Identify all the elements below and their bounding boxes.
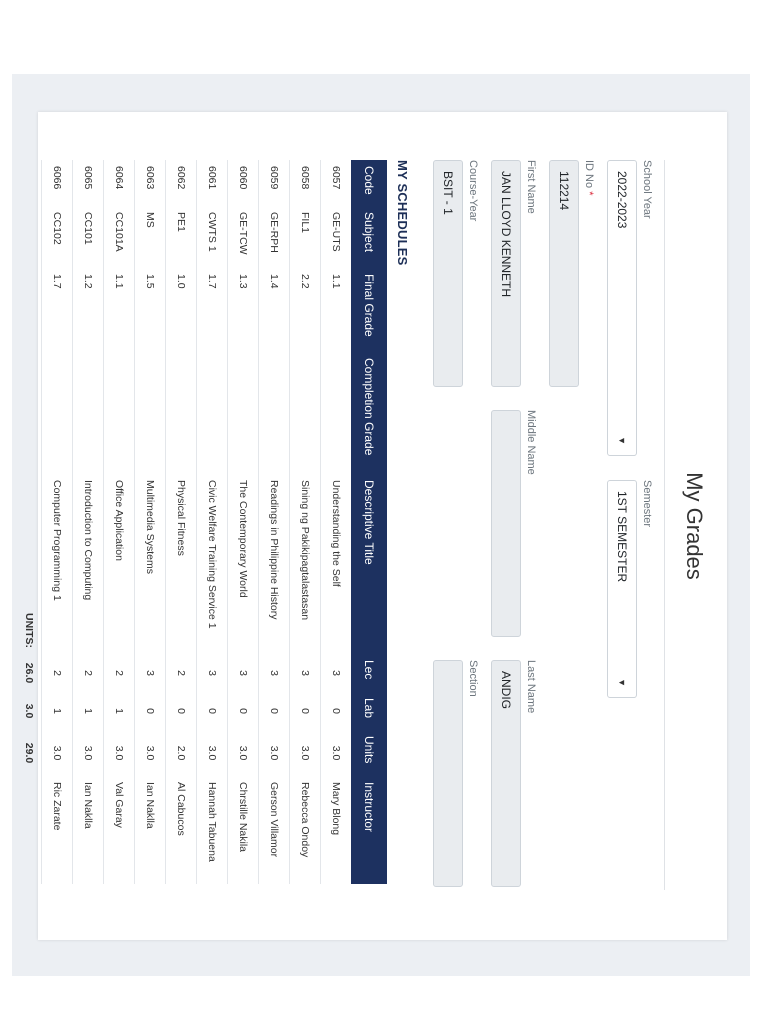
cell-lab: 0 <box>228 692 259 730</box>
cell-completion-grade <box>228 352 259 474</box>
school-year-field <box>607 160 654 456</box>
table-row <box>197 160 228 884</box>
cell-lab: 1 <box>42 692 73 730</box>
title-divider <box>664 160 665 890</box>
section-input[interactable] <box>433 660 463 887</box>
grades-content <box>23 112 727 940</box>
course-year-input[interactable]: BSIT - 1 <box>433 160 463 387</box>
cell-instructor: Val Garay <box>104 776 135 884</box>
cell-completion-grade <box>166 352 197 474</box>
cell-descriptive-title: Introduction to Computing <box>73 474 104 654</box>
cell-units: 3.0 <box>197 730 228 776</box>
table-row <box>166 160 197 884</box>
cell-final-grade: 2.2 <box>290 268 321 352</box>
semester-label: Semester <box>641 480 653 528</box>
col-header-units: Units <box>351 730 387 776</box>
cell-final-grade: 1.2 <box>73 268 104 352</box>
cell-final-grade: 1.1 <box>321 268 352 352</box>
first-name-input[interactable]: JAN LLOYD KENNETH <box>491 160 521 387</box>
cell-code: 6065 <box>73 160 104 206</box>
col-header-completion-grade: Completion Grade <box>351 352 387 474</box>
semester-field <box>607 480 654 698</box>
caret-down-icon: ▼ <box>617 436 627 445</box>
table-row <box>42 160 73 884</box>
cell-completion-grade <box>321 352 352 474</box>
units-total-empty <box>17 776 42 884</box>
cell-lab: 0 <box>321 692 352 730</box>
cell-lec: 3 <box>321 654 352 692</box>
cell-units: 2.0 <box>166 730 197 776</box>
cell-lec: 2 <box>104 654 135 692</box>
cell-descriptive-title: The Contemporary World <box>228 474 259 654</box>
cell-lab: 1 <box>73 692 104 730</box>
cell-subject: MS <box>135 206 166 268</box>
cell-subject: CC101 <box>73 206 104 268</box>
cell-code: 6066 <box>42 160 73 206</box>
cell-descriptive-title: Readings in Philippine History <box>259 474 290 654</box>
cell-final-grade: 1.0 <box>166 268 197 352</box>
cell-subject: PE1 <box>166 206 197 268</box>
cell-instructor: Ric Zarate <box>42 776 73 884</box>
last-name-field <box>491 660 538 887</box>
id-no-field <box>549 160 596 387</box>
cell-subject: GE-UTS <box>321 206 352 268</box>
cell-final-grade: 1.7 <box>42 268 73 352</box>
cell-descriptive-title: Multimedia Systems <box>135 474 166 654</box>
section-field <box>433 660 480 887</box>
cell-code: 6061 <box>197 160 228 206</box>
units-total-row <box>17 160 42 884</box>
cell-instructor: Rebecca Ondoy <box>290 776 321 884</box>
cell-subject: GE-TCW <box>228 206 259 268</box>
cell-completion-grade <box>290 352 321 474</box>
middle-name-input[interactable] <box>491 410 521 637</box>
cell-lab: 0 <box>259 692 290 730</box>
cell-units: 3.0 <box>321 730 352 776</box>
id-no-label: ID No * <box>583 160 595 196</box>
cell-lab: 1 <box>104 692 135 730</box>
cell-descriptive-title: Sining ng Pakikipagtalastasan <box>290 474 321 654</box>
cell-descriptive-title: Computer Programming 1 <box>42 474 73 654</box>
cell-final-grade: 1.5 <box>135 268 166 352</box>
course-year-label: Course-Year <box>467 160 479 222</box>
cell-lab: 0 <box>197 692 228 730</box>
cell-code: 6062 <box>166 160 197 206</box>
school-year-select[interactable] <box>607 160 637 456</box>
units-total-label: UNITS: <box>23 613 35 648</box>
cell-final-grade: 1.4 <box>259 268 290 352</box>
cell-lec: 2 <box>166 654 197 692</box>
table-row <box>228 160 259 884</box>
school-year-value: 2022-2023 <box>615 171 629 229</box>
units-total-lab: 3.0 <box>23 703 35 719</box>
school-year-label: School Year <box>641 160 653 219</box>
middle-name-field <box>491 410 538 637</box>
cell-units: 3.0 <box>228 730 259 776</box>
cell-subject: FIL1 <box>290 206 321 268</box>
cell-lec: 3 <box>290 654 321 692</box>
cell-code: 6057 <box>321 160 352 206</box>
table-row <box>104 160 135 884</box>
cell-subject: CC101A <box>104 206 135 268</box>
col-header-instructor: Instructor <box>351 776 387 884</box>
cell-completion-grade <box>259 352 290 474</box>
cell-final-grade: 1.1 <box>104 268 135 352</box>
cell-instructor: Ian Naklla <box>73 776 104 884</box>
units-total-lec: 26.0 <box>23 662 35 684</box>
schedules-title: MY SCHEDULES <box>395 160 410 266</box>
cell-units: 3.0 <box>42 730 73 776</box>
id-no-input[interactable]: 112214 <box>549 160 579 387</box>
semester-select[interactable] <box>607 480 637 698</box>
cell-lec: 3 <box>259 654 290 692</box>
cell-lec: 3 <box>197 654 228 692</box>
first-name-label: First Name <box>525 160 537 214</box>
cell-lab: 0 <box>166 692 197 730</box>
cell-lab: 0 <box>290 692 321 730</box>
cell-instructor: Al Cabucos <box>166 776 197 884</box>
cell-completion-grade <box>73 352 104 474</box>
cell-code: 6060 <box>228 160 259 206</box>
cell-lec: 2 <box>42 654 73 692</box>
cell-final-grade: 1.7 <box>197 268 228 352</box>
required-mark: * <box>583 191 595 196</box>
cell-descriptive-title: Understanding the Self <box>321 474 352 654</box>
table-header-row <box>351 160 387 884</box>
col-header-final-grade: Final Grade <box>351 268 387 352</box>
cell-units: 3.0 <box>73 730 104 776</box>
cell-instructor: Hannah Tabuena <box>197 776 228 884</box>
cell-completion-grade <box>104 352 135 474</box>
course-year-field <box>433 160 480 387</box>
cell-instructor: Gerson Villamor <box>259 776 290 884</box>
col-header-lab: Lab <box>351 692 387 730</box>
cell-descriptive-title: Civic Welfare Training Service 1 <box>197 474 228 654</box>
cell-completion-grade <box>42 352 73 474</box>
units-total-units: 29.0 <box>23 742 35 764</box>
col-header-code: Code <box>351 160 387 206</box>
middle-name-label: Middle Name <box>525 410 537 475</box>
cell-instructor: Ian Naklla <box>135 776 166 884</box>
cell-code: 6063 <box>135 160 166 206</box>
cell-completion-grade <box>135 352 166 474</box>
cell-final-grade: 1.3 <box>228 268 259 352</box>
table-row <box>321 160 352 884</box>
cell-subject: CC102 <box>42 206 73 268</box>
cell-lec: 3 <box>135 654 166 692</box>
cell-instructor: Chrstille Nakila <box>228 776 259 884</box>
cell-lab: 0 <box>135 692 166 730</box>
cell-units: 3.0 <box>135 730 166 776</box>
cell-lec: 3 <box>228 654 259 692</box>
cell-completion-grade <box>197 352 228 474</box>
col-header-descriptive-title: Descriptive Title <box>351 474 387 654</box>
cell-lec: 2 <box>73 654 104 692</box>
cell-units: 3.0 <box>104 730 135 776</box>
page-title: My Grades <box>682 472 707 580</box>
last-name-input[interactable]: ANDIG <box>491 660 521 887</box>
cell-code: 6058 <box>290 160 321 206</box>
section-label: Section <box>467 660 479 697</box>
last-name-label: Last Name <box>525 660 537 714</box>
cell-code: 6064 <box>104 160 135 206</box>
semester-value: 1ST SEMESTER <box>615 491 629 583</box>
table-row <box>73 160 104 884</box>
cell-descriptive-title: Office Application <box>104 474 135 654</box>
first-name-field <box>491 160 538 387</box>
table-row <box>135 160 166 884</box>
cell-descriptive-title: Physical Fitness <box>166 474 197 654</box>
cell-code: 6059 <box>259 160 290 206</box>
schedules-table <box>17 160 387 884</box>
table-row <box>290 160 321 884</box>
table-row <box>259 160 290 884</box>
caret-down-icon: ▼ <box>617 678 627 687</box>
col-header-lec: Lec <box>351 654 387 692</box>
cell-units: 3.0 <box>259 730 290 776</box>
cell-subject: GE-RPH <box>259 206 290 268</box>
cell-instructor: Mary Blong <box>321 776 352 884</box>
cell-subject: CWTS 1 <box>197 206 228 268</box>
cell-units: 3.0 <box>290 730 321 776</box>
col-header-subject: Subject <box>351 206 387 268</box>
